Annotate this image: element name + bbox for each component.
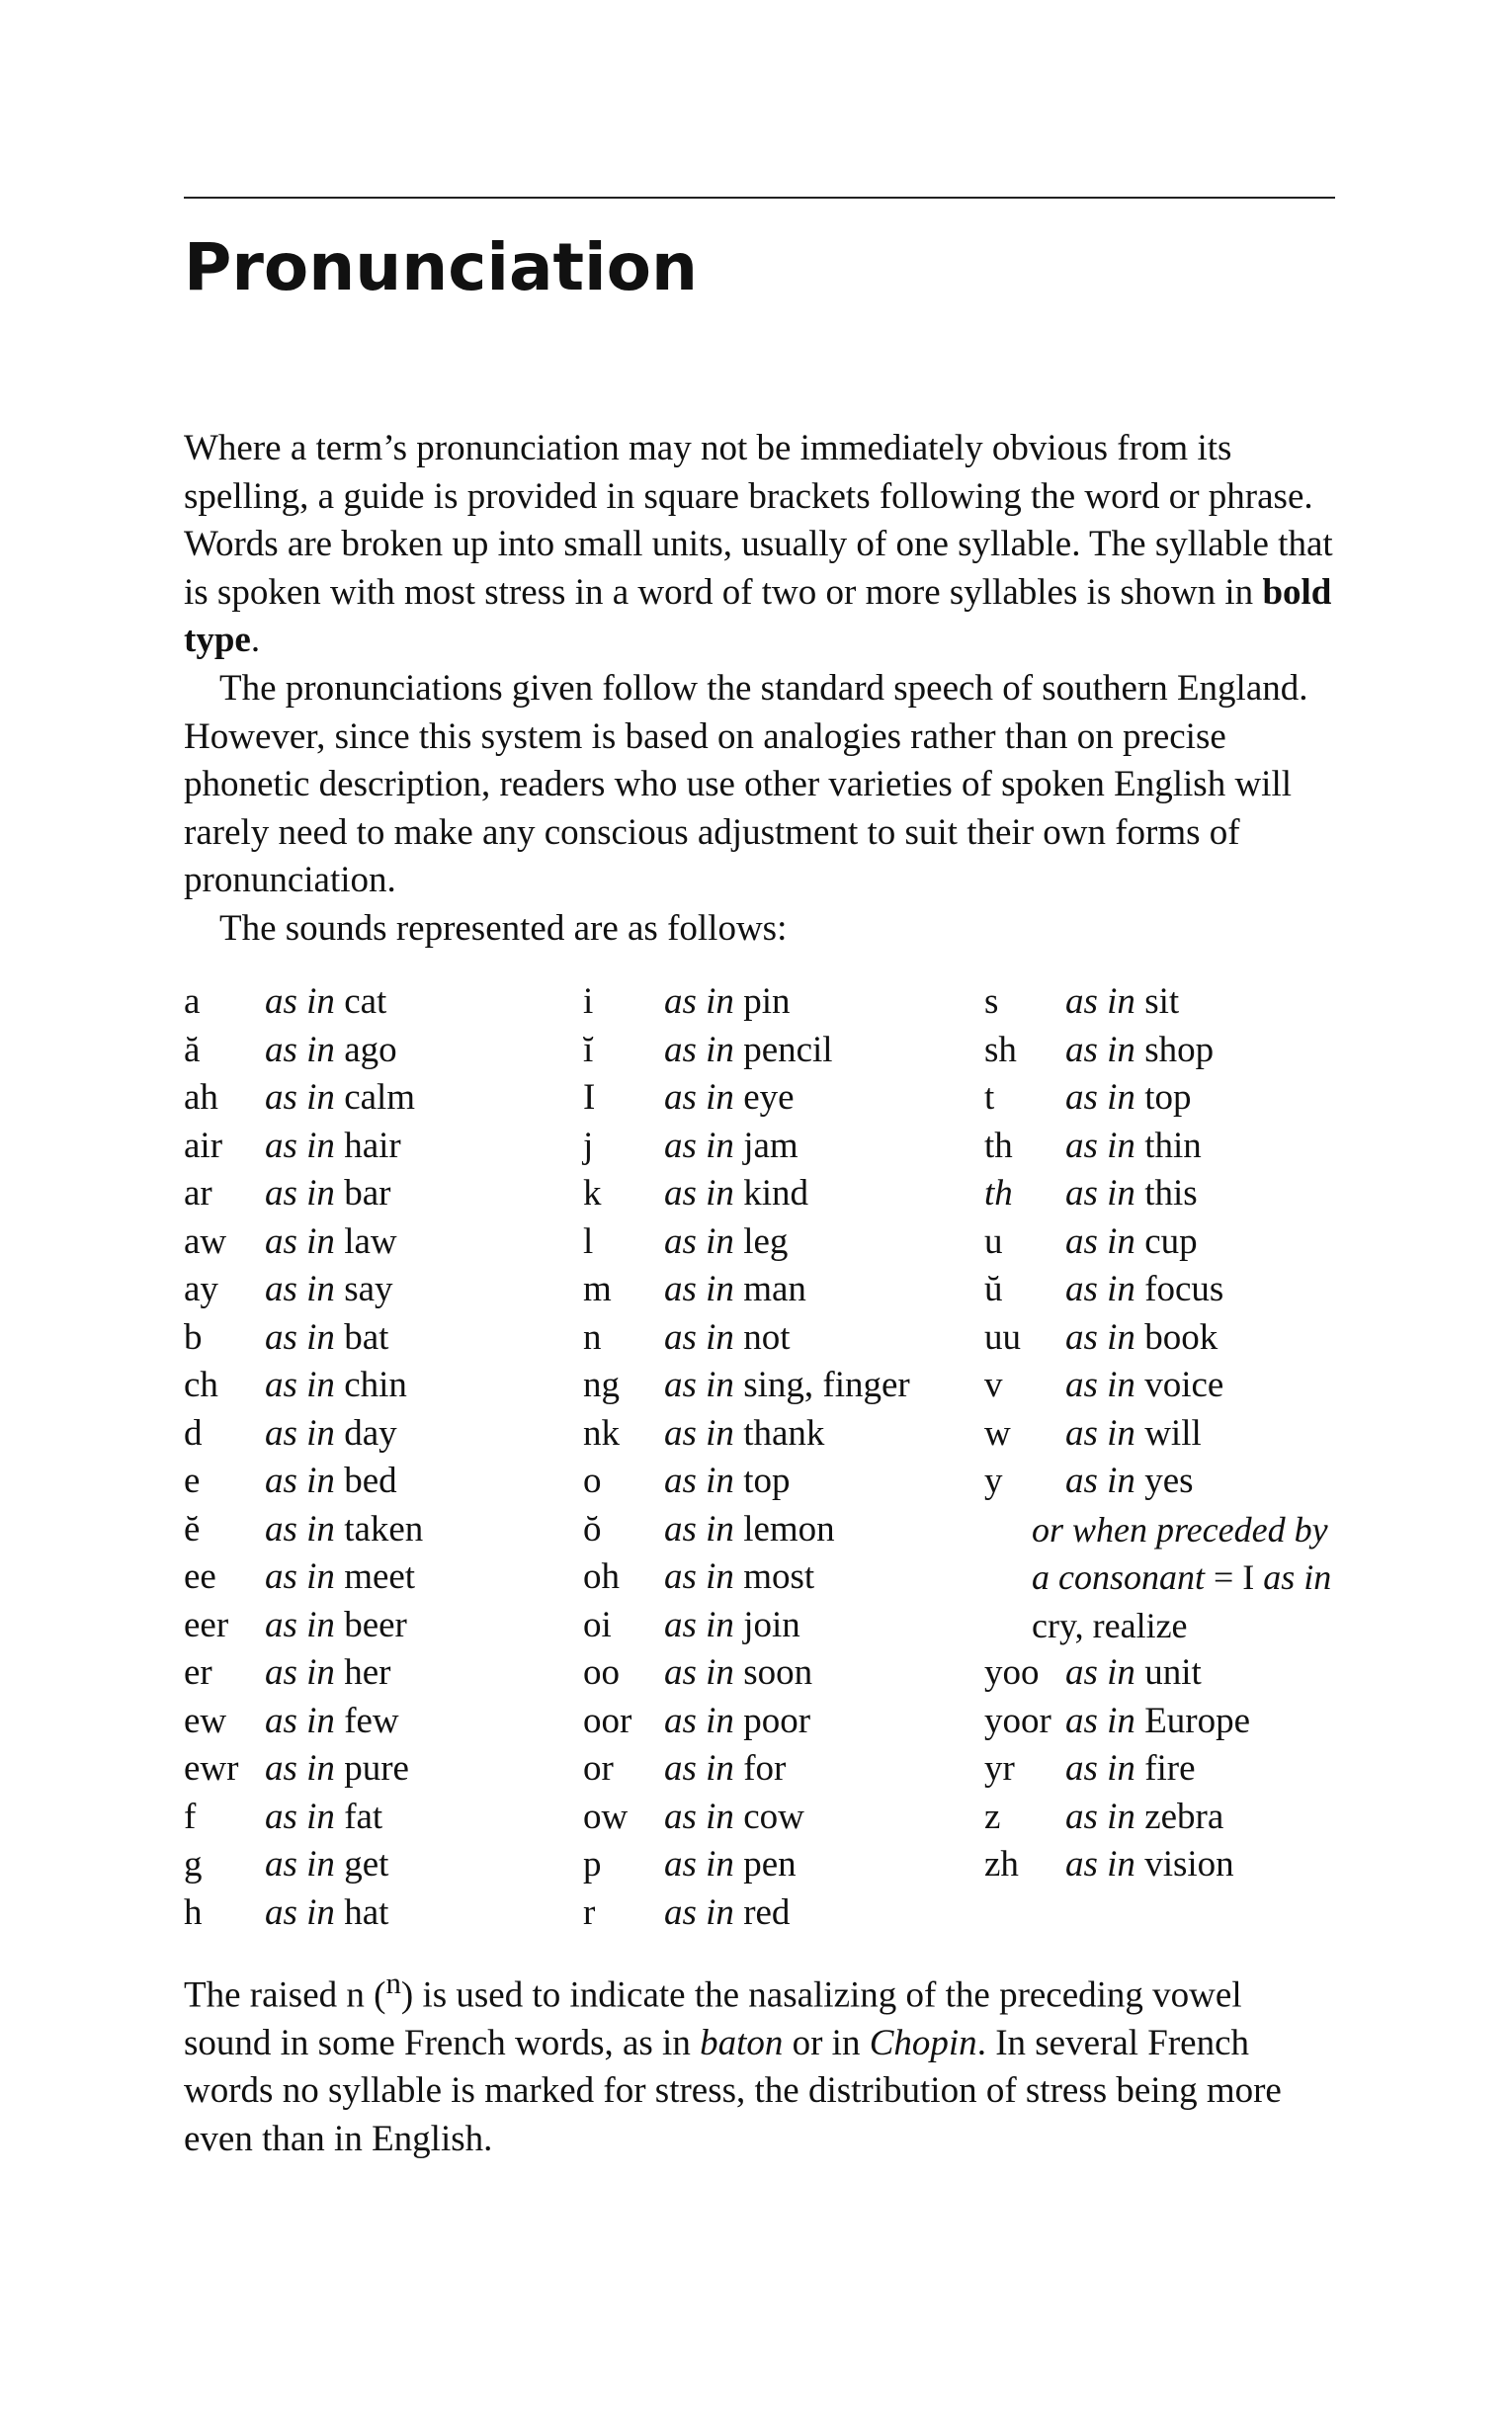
- as-in-label: as in: [1065, 1412, 1135, 1454]
- sound-symbol: ewr: [184, 1748, 239, 1789]
- example-word: pen: [743, 1844, 797, 1885]
- sound-symbol: ew: [184, 1700, 227, 1741]
- sound-symbol: yoor: [984, 1700, 1051, 1741]
- sound-row: [984, 1794, 1331, 1842]
- sound-row: [984, 1649, 1331, 1698]
- sound-symbol: w: [984, 1412, 1011, 1454]
- example-word: jam: [743, 1125, 798, 1166]
- as-in-label: as in: [265, 1269, 335, 1309]
- sound-row: [184, 1649, 423, 1698]
- example-word: ago: [344, 1029, 397, 1070]
- sound-symbol: uu: [984, 1316, 1021, 1358]
- sound-row: [184, 1602, 423, 1650]
- as-in-label: as in: [664, 1316, 734, 1358]
- sound-row: [583, 1074, 910, 1123]
- sound-symbol: th: [984, 1125, 1013, 1166]
- sound-row: [583, 1698, 910, 1746]
- sound-row: [583, 1266, 910, 1314]
- sound-row: [583, 1602, 910, 1650]
- as-in-label: as in: [664, 1269, 734, 1309]
- sound-symbol: yr: [984, 1748, 1015, 1789]
- as-in-label: as in: [664, 1125, 734, 1166]
- sound-symbol: ĕ: [184, 1508, 201, 1550]
- example-word: sing, finger: [743, 1365, 910, 1405]
- as-in-label: as in: [265, 1077, 335, 1118]
- sound-row: [184, 1362, 423, 1410]
- example-word: fire: [1144, 1748, 1196, 1789]
- as-in-label: as in: [1065, 1173, 1135, 1214]
- example-word: calm: [344, 1077, 416, 1118]
- sound-row: [984, 1410, 1331, 1459]
- as-in-label: as in: [664, 1365, 734, 1405]
- example-word: beer: [344, 1604, 407, 1645]
- example-word: vision: [1144, 1844, 1234, 1885]
- example-word: thank: [743, 1412, 825, 1454]
- as-in-label: as in: [664, 1173, 734, 1214]
- as-in-label: as in: [265, 1700, 335, 1741]
- standard-speech-paragraph: The pronunciations given follow the standard speech of southern England. However, since this system is based on analogies rather than on precise phonetic description, readers who use other varieties of spoken English will rarely need to make any conscious adjustment to suit their own forms of pronunciation.: [184, 668, 1308, 900]
- sound-symbol: I: [583, 1077, 596, 1118]
- as-in-label: as in: [1065, 1125, 1135, 1166]
- as-in-label: as in: [664, 1077, 734, 1118]
- bold-type-example: bold type: [184, 571, 1332, 660]
- example-word: join: [743, 1604, 800, 1645]
- as-in-label: as in: [1065, 1365, 1135, 1405]
- as-in-label: as in: [1065, 1844, 1135, 1885]
- y-note-examples: cry, realize: [1032, 1605, 1188, 1645]
- as-in-label: as in: [664, 1748, 734, 1789]
- as-in-label: as in: [265, 1029, 335, 1070]
- sound-symbol: th: [984, 1173, 1013, 1214]
- sound-symbol: ĭ: [583, 1029, 594, 1070]
- sound-symbol: i: [583, 981, 594, 1022]
- as-in-label: as in: [1065, 1316, 1135, 1358]
- sound-row: [583, 978, 910, 1027]
- as-in-label: as in: [664, 1796, 734, 1837]
- sound-symbol: nk: [583, 1412, 620, 1454]
- sound-row: [184, 1698, 423, 1746]
- sound-row: [984, 1218, 1331, 1267]
- example-word: pin: [743, 981, 791, 1022]
- example-word: Europe: [1144, 1700, 1251, 1741]
- as-in-label: as in: [1065, 1029, 1135, 1070]
- as-in-label: as in: [265, 1412, 335, 1454]
- example-word: day: [344, 1412, 397, 1454]
- example-word: get: [344, 1844, 389, 1885]
- sound-row: [984, 1123, 1331, 1171]
- as-in-label: as in: [265, 1461, 335, 1501]
- example-word: fat: [344, 1796, 383, 1837]
- as-in-label: as in: [265, 981, 335, 1022]
- sound-symbol: zh: [984, 1844, 1019, 1885]
- as-in-label: as in: [1065, 1700, 1135, 1741]
- nasalization-paragraph: [184, 1960, 1335, 2163]
- y-note-consonant: a consonant: [1032, 1557, 1205, 1597]
- sound-row: [984, 1266, 1331, 1314]
- sound-row: [583, 1889, 910, 1938]
- sound-row: [184, 1218, 423, 1267]
- sound-row: [583, 1745, 910, 1794]
- sound-symbol: ă: [184, 1029, 201, 1070]
- top-rule: [184, 197, 1335, 199]
- as-in-label: as in: [664, 1844, 734, 1885]
- y-note-text: or when preceded by: [1032, 1509, 1328, 1550]
- sound-row: [984, 1362, 1331, 1410]
- sound-row: [583, 1123, 910, 1171]
- sound-row: [184, 1410, 423, 1459]
- sound-symbol: z: [984, 1796, 1001, 1837]
- example-word: kind: [743, 1173, 808, 1214]
- outro-text-1: The raised n (: [184, 1974, 386, 2016]
- example-word: red: [743, 1891, 791, 1933]
- sound-symbol: ee: [184, 1556, 216, 1597]
- example-word: man: [743, 1269, 806, 1309]
- sound-symbol: f: [184, 1796, 197, 1837]
- example-word: leg: [743, 1220, 789, 1262]
- as-in-label: as in: [664, 1220, 734, 1262]
- sound-row: [184, 978, 423, 1027]
- sound-row: [583, 1410, 910, 1459]
- as-in-label: as in: [1065, 1652, 1135, 1693]
- as-in-label: as in: [265, 1652, 335, 1693]
- as-in-label: as in: [664, 1508, 734, 1550]
- example-word: cup: [1144, 1220, 1198, 1262]
- as-in-label: as in: [1065, 981, 1135, 1022]
- sound-symbol: ah: [184, 1077, 218, 1118]
- sounds-column-2: [583, 978, 910, 1937]
- sound-symbol: h: [184, 1891, 203, 1933]
- y-note-line-2: [984, 1553, 1331, 1602]
- as-in-label: as in: [265, 1316, 335, 1358]
- sound-symbol: l: [583, 1220, 594, 1262]
- outro-text-3: or in: [783, 2022, 870, 2063]
- example-word: cat: [344, 981, 387, 1022]
- sound-symbol: oo: [583, 1652, 620, 1693]
- sound-symbol: or: [583, 1748, 614, 1789]
- example-word: top: [743, 1461, 791, 1501]
- y-note-equals: = I: [1205, 1557, 1264, 1597]
- as-in-label: as in: [1065, 1220, 1135, 1262]
- example-word: cow: [743, 1796, 804, 1837]
- sound-symbol: j: [583, 1125, 594, 1166]
- as-in-label: as in: [1065, 1796, 1135, 1837]
- as-in-label: as in: [1065, 1269, 1135, 1309]
- sound-symbol: eer: [184, 1604, 229, 1645]
- sound-row: [583, 1218, 910, 1267]
- sound-symbol: ŭ: [984, 1269, 1003, 1309]
- example-word: zebra: [1144, 1796, 1224, 1837]
- as-in-label: as in: [265, 1748, 335, 1789]
- sound-row: [984, 1170, 1331, 1218]
- sound-row: [984, 1458, 1331, 1506]
- sound-row: [583, 1027, 910, 1075]
- example-word: sit: [1144, 981, 1180, 1022]
- example-word: meet: [344, 1556, 416, 1597]
- as-in-label: as in: [664, 1652, 734, 1693]
- sound-row: [583, 1314, 910, 1363]
- sound-symbol: g: [184, 1844, 203, 1885]
- sound-symbol: aw: [184, 1220, 227, 1262]
- sound-symbol: a: [184, 981, 201, 1022]
- sound-row: [583, 1506, 910, 1554]
- example-word: soon: [743, 1652, 813, 1693]
- sound-row: [184, 1889, 423, 1938]
- sound-row: [184, 1794, 423, 1842]
- sound-row: [583, 1841, 910, 1889]
- example-word: book: [1144, 1316, 1218, 1358]
- sound-symbol: v: [984, 1365, 1003, 1405]
- as-in-label: as in: [1263, 1557, 1332, 1597]
- example-word: thin: [1144, 1125, 1202, 1166]
- example-word: bar: [344, 1173, 391, 1214]
- sound-symbol: air: [184, 1125, 223, 1166]
- example-word: lemon: [743, 1508, 835, 1550]
- sound-row: [184, 1745, 423, 1794]
- sound-symbol: oi: [583, 1604, 612, 1645]
- as-in-label: as in: [265, 1173, 335, 1214]
- as-in-label: as in: [265, 1125, 335, 1166]
- example-word: voice: [1144, 1365, 1224, 1405]
- sound-row: [184, 1266, 423, 1314]
- sounds-column-1: [184, 978, 423, 1937]
- example-word: bed: [344, 1461, 397, 1501]
- example-word: hat: [344, 1891, 389, 1933]
- page-title: Pronunciation: [184, 229, 699, 305]
- sound-symbol: d: [184, 1412, 203, 1454]
- as-in-label: as in: [664, 1700, 734, 1741]
- sound-symbol: b: [184, 1316, 203, 1358]
- sound-row: [184, 1458, 423, 1506]
- as-in-label: as in: [664, 1412, 734, 1454]
- sound-symbol: ay: [184, 1269, 218, 1309]
- example-word: yes: [1144, 1461, 1194, 1501]
- sound-symbol: sh: [984, 1029, 1017, 1070]
- sound-symbol: o: [583, 1461, 602, 1501]
- sound-row: [583, 1170, 910, 1218]
- sound-symbol: oor: [583, 1700, 632, 1741]
- example-word: this: [1144, 1173, 1198, 1214]
- sound-symbol: ŏ: [583, 1508, 602, 1550]
- raised-n: n: [385, 1967, 401, 2000]
- sound-row: [583, 1553, 910, 1602]
- as-in-label: as in: [664, 1556, 734, 1597]
- sound-symbol: t: [984, 1077, 995, 1118]
- sound-symbol: k: [583, 1173, 602, 1214]
- sound-row: [184, 1553, 423, 1602]
- example-word: poor: [743, 1700, 811, 1741]
- sound-row: [184, 1506, 423, 1554]
- sound-row: [984, 1314, 1331, 1363]
- as-in-label: as in: [265, 1220, 335, 1262]
- example-word: focus: [1144, 1269, 1224, 1309]
- as-in-label: as in: [265, 1556, 335, 1597]
- intro-paragraph: [184, 425, 1335, 665]
- example-word: her: [344, 1652, 391, 1693]
- sound-symbol: yoo: [984, 1652, 1040, 1693]
- sound-row: [984, 1074, 1331, 1123]
- as-in-label: as in: [265, 1891, 335, 1933]
- intro-period: .: [250, 620, 261, 660]
- sound-symbol: p: [583, 1844, 602, 1885]
- outro-text-4: . In several French words no syllable is marked for stress, the distribution of stress being more even than in English.: [184, 2022, 1282, 2159]
- example-word: chin: [344, 1365, 407, 1405]
- example-word: taken: [344, 1508, 424, 1550]
- sound-row: [984, 1027, 1331, 1075]
- y-note-line-1: [984, 1506, 1331, 1554]
- sound-symbol: ow: [583, 1796, 629, 1837]
- example-word: pencil: [743, 1029, 833, 1070]
- sound-symbol: y: [984, 1461, 1003, 1501]
- sound-row: [184, 1123, 423, 1171]
- outro-text-2: ) is used to indicate the nasalizing of the preceding vowel sound in some French words, as in: [184, 1974, 1242, 2063]
- sound-row: [583, 1649, 910, 1698]
- example-chopin: Chopin: [869, 2022, 977, 2063]
- example-baton: baton: [700, 2022, 784, 2063]
- example-word: top: [1144, 1077, 1192, 1118]
- sound-row: [984, 1698, 1331, 1746]
- as-in-label: as in: [664, 1029, 734, 1070]
- example-word: few: [344, 1700, 399, 1741]
- as-in-label: as in: [265, 1844, 335, 1885]
- example-word: say: [344, 1269, 393, 1309]
- as-in-label: as in: [664, 1604, 734, 1645]
- sound-symbol: ch: [184, 1365, 218, 1405]
- example-word: pure: [344, 1748, 409, 1789]
- example-word: for: [743, 1748, 787, 1789]
- sound-row: [184, 1314, 423, 1363]
- sound-symbol: er: [184, 1652, 212, 1693]
- sound-symbol: s: [984, 981, 999, 1022]
- sound-row: [583, 1362, 910, 1410]
- sound-symbol: oh: [583, 1556, 620, 1597]
- sound-symbol: ar: [184, 1173, 212, 1214]
- as-in-label: as in: [664, 981, 734, 1022]
- sound-symbol: u: [984, 1220, 1003, 1262]
- intro-text: Where a term’s pronunciation may not be immediately obvious from its spelling, a guide is provided in square brackets following the word or phrase. Words are broken up into small units, usually of one syllable. The syllable that is spoken with most stress in a word of two or more syllables is shown in: [184, 428, 1333, 613]
- example-word: most: [743, 1556, 815, 1597]
- sound-row: [984, 1841, 1331, 1889]
- y-note-line-3: [984, 1602, 1331, 1650]
- example-word: will: [1144, 1412, 1202, 1454]
- as-in-label: as in: [265, 1508, 335, 1550]
- as-in-label: as in: [664, 1461, 734, 1501]
- as-in-label: as in: [1065, 1077, 1135, 1118]
- as-in-label: as in: [265, 1796, 335, 1837]
- sound-symbol: e: [184, 1461, 201, 1501]
- sound-row: [184, 1170, 423, 1218]
- sound-row: [184, 1027, 423, 1075]
- sound-row: [984, 1745, 1331, 1794]
- example-word: shop: [1144, 1029, 1215, 1070]
- as-in-label: as in: [265, 1365, 335, 1405]
- sound-row: [984, 978, 1331, 1027]
- example-word: bat: [344, 1316, 389, 1358]
- sound-symbol: m: [583, 1269, 612, 1309]
- sounds-intro-paragraph: The sounds represented are as follows:: [219, 908, 788, 949]
- sound-symbol: r: [583, 1891, 596, 1933]
- as-in-label: as in: [265, 1604, 335, 1645]
- sound-symbol: ng: [583, 1365, 620, 1405]
- sound-row: [583, 1458, 910, 1506]
- sound-symbol: n: [583, 1316, 602, 1358]
- sounds-column-3: [984, 978, 1331, 1889]
- example-word: not: [743, 1316, 791, 1358]
- example-word: eye: [743, 1077, 795, 1118]
- sound-row: [583, 1794, 910, 1842]
- example-word: hair: [344, 1125, 401, 1166]
- sound-row: [184, 1074, 423, 1123]
- as-in-label: as in: [1065, 1748, 1135, 1789]
- as-in-label: as in: [664, 1891, 734, 1933]
- as-in-label: as in: [1065, 1461, 1135, 1501]
- sound-row: [184, 1841, 423, 1889]
- example-word: law: [344, 1220, 397, 1262]
- example-word: unit: [1144, 1652, 1202, 1693]
